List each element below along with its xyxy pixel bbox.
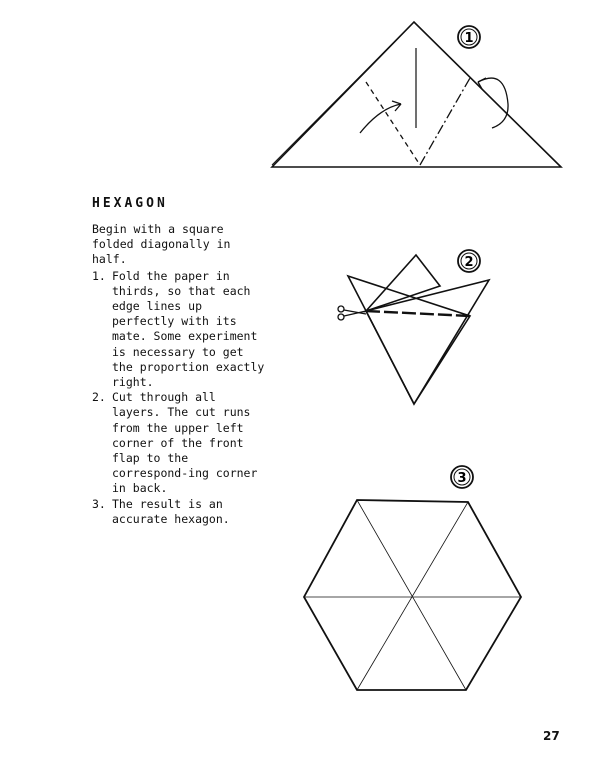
page-number: 27 — [543, 729, 560, 743]
step-2-badge — [458, 250, 480, 272]
fold-arrow-right — [478, 78, 508, 128]
figure-2-diagram — [348, 255, 489, 404]
step-item — [92, 269, 267, 391]
fold-arrow-left — [360, 104, 401, 133]
steps-list — [92, 269, 267, 527]
step-3-badge-label: 3 — [457, 471, 467, 486]
step-number: 1. — [92, 268, 106, 283]
step-1-badge-label: 1 — [464, 31, 474, 46]
crease-diagonal-1 — [357, 500, 466, 690]
fold-line-left — [366, 82, 420, 165]
cut-line — [366, 311, 470, 316]
page-title: HEXAGON — [92, 196, 168, 211]
step-text: The result is an accurate hexagon. — [112, 496, 230, 526]
instructions — [92, 222, 267, 527]
fold-line-right — [420, 78, 470, 165]
crease-diagonal-2 — [357, 502, 468, 690]
hexagon-outline — [304, 500, 521, 690]
step-1-badge — [458, 26, 480, 48]
layer-edge — [272, 26, 410, 165]
step-3-badge — [451, 466, 473, 488]
front-flap — [366, 280, 489, 404]
step-item — [92, 390, 267, 496]
intro-text: Begin with a square folded diagonally in half. — [92, 222, 231, 267]
step-number: 2. — [92, 390, 106, 405]
step-number: 3. — [92, 496, 106, 511]
scissors-icon — [338, 306, 366, 320]
step-text: Cut through all layers. The cut runs from the upper left corner of the front flap to the correspond-ing corner in back. — [112, 390, 258, 496]
back-layer — [348, 276, 470, 404]
figure-3-diagram — [304, 500, 521, 690]
step-item — [92, 497, 267, 527]
step-2-badge-label: 2 — [464, 255, 474, 270]
step-text: Fold the paper in thirds, so that each edge lines up perfectly with its mate. Some experiment is necessary to get the proportion exactly right. — [112, 268, 265, 390]
